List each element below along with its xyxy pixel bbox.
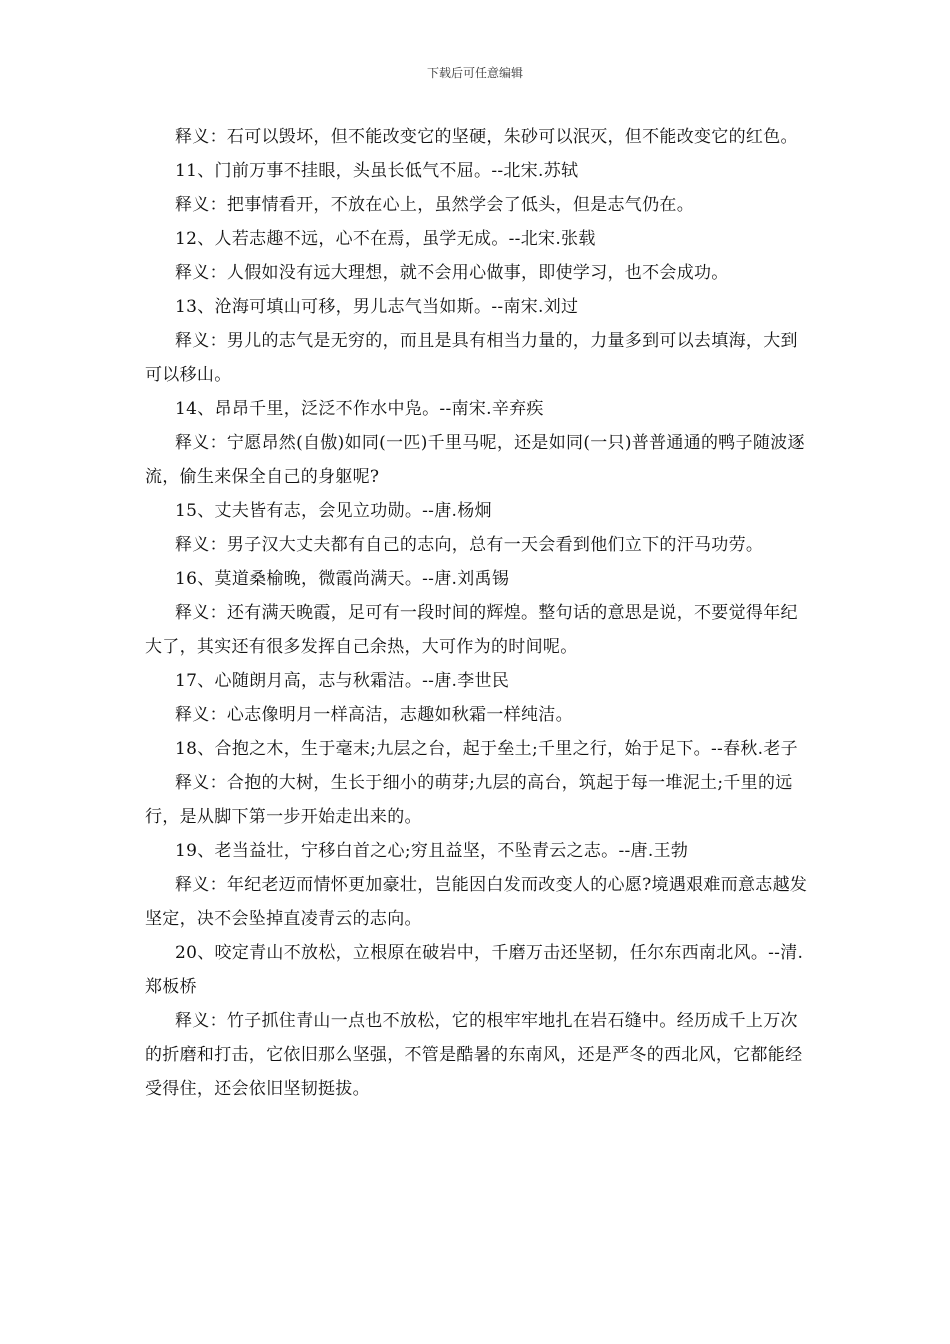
paragraph: 17、心随朗月高，志与秋霜洁。--唐.李世民	[175, 671, 510, 691]
paragraph: 12、人若志趣不远，心不在焉，虽学无成。--北宋.张载	[175, 229, 596, 249]
paragraph: 释义：男儿的志气是无穷的，而且是具有相当力量的，力量多到可以去填海，大到可以移山。	[145, 331, 798, 385]
paragraph: 13、沧海可填山可移，男儿志气当如斯。--南宋.刘过	[175, 297, 579, 317]
paragraph: 19、老当益壮，宁移白首之心;穷且益坚，不坠青云之志。--唐.王勃	[175, 841, 689, 861]
paragraph: 18、合抱之木，生于毫末;九层之台，起于垒土;千里之行，始于足下。--春秋.老子	[175, 739, 798, 759]
paragraph: 释义：年纪老迈而情怀更加豪壮，岂能因白发而改变人的心愿?境遇艰难而意志越发坚定，决不会坠掉直凌青云的志向。	[145, 875, 808, 929]
paragraph: 释义：竹子抓住青山一点也不放松，它的根牢牢地扎在岩石缝中。经历成千上万次的折磨和打击，它依旧那么坚强，不管是酷暑的东南风，还是严冬的西北风，它都能经受得住，还会依旧坚韧挺拔。	[145, 1011, 803, 1099]
paragraph: 释义：男子汉大丈夫都有自己的志向，总有一天会看到他们立下的汗马功劳。	[175, 535, 764, 555]
paragraph: 11、门前万事不挂眼，头虽长低气不屈。--北宋.苏轼	[175, 161, 579, 181]
paragraph: 释义：心志像明月一样高洁，志趣如秋霜一样纯洁。	[175, 705, 573, 725]
page-header: 下载后可任意编辑	[426, 66, 523, 80]
paragraph: 释义：人假如没有远大理想，就不会用心做事，即使学习，也不会成功。	[175, 263, 729, 283]
paragraph: 释义：还有满天晚霞，足可有一段时间的辉煌。整句话的意思是说，不要觉得年纪大了，其实还有很多发挥自己余热，大可作为的时间呢。	[145, 603, 798, 657]
paragraph: 释义：宁愿昂然(自傲)如同(一匹)千里马呢，还是如同(一只)普普通通的鸭子随波逐流，偷生来保全自己的身躯呢?	[145, 433, 805, 487]
paragraph: 14、昂昂千里，泛泛不作水中凫。--南宋.辛弃疾	[175, 399, 544, 419]
paragraph: 16、莫道桑榆晚，微霞尚满天。--唐.刘禹锡	[175, 569, 510, 589]
paragraph: 20、咬定青山不放松，立根原在破岩中，千磨万击还坚韧，任尔东西南北风。--清.郑板桥	[145, 943, 804, 997]
paragraph: 释义：合抱的大树，生长于细小的萌芽;九层的高台，筑起于每一堆泥土;千里的远行，是从脚下第一步开始走出来的。	[145, 773, 793, 827]
paragraph: 释义：石可以毁坏，但不能改变它的坚硬，朱砂可以泯灭，但不能改变它的红色。	[175, 127, 798, 147]
paragraph: 释义：把事情看开，不放在心上，虽然学会了低头，但是志气仍在。	[175, 195, 694, 215]
paragraph: 15、丈夫皆有志，会见立功勋。--唐.杨炯	[175, 501, 492, 521]
document-body	[145, 120, 813, 1106]
